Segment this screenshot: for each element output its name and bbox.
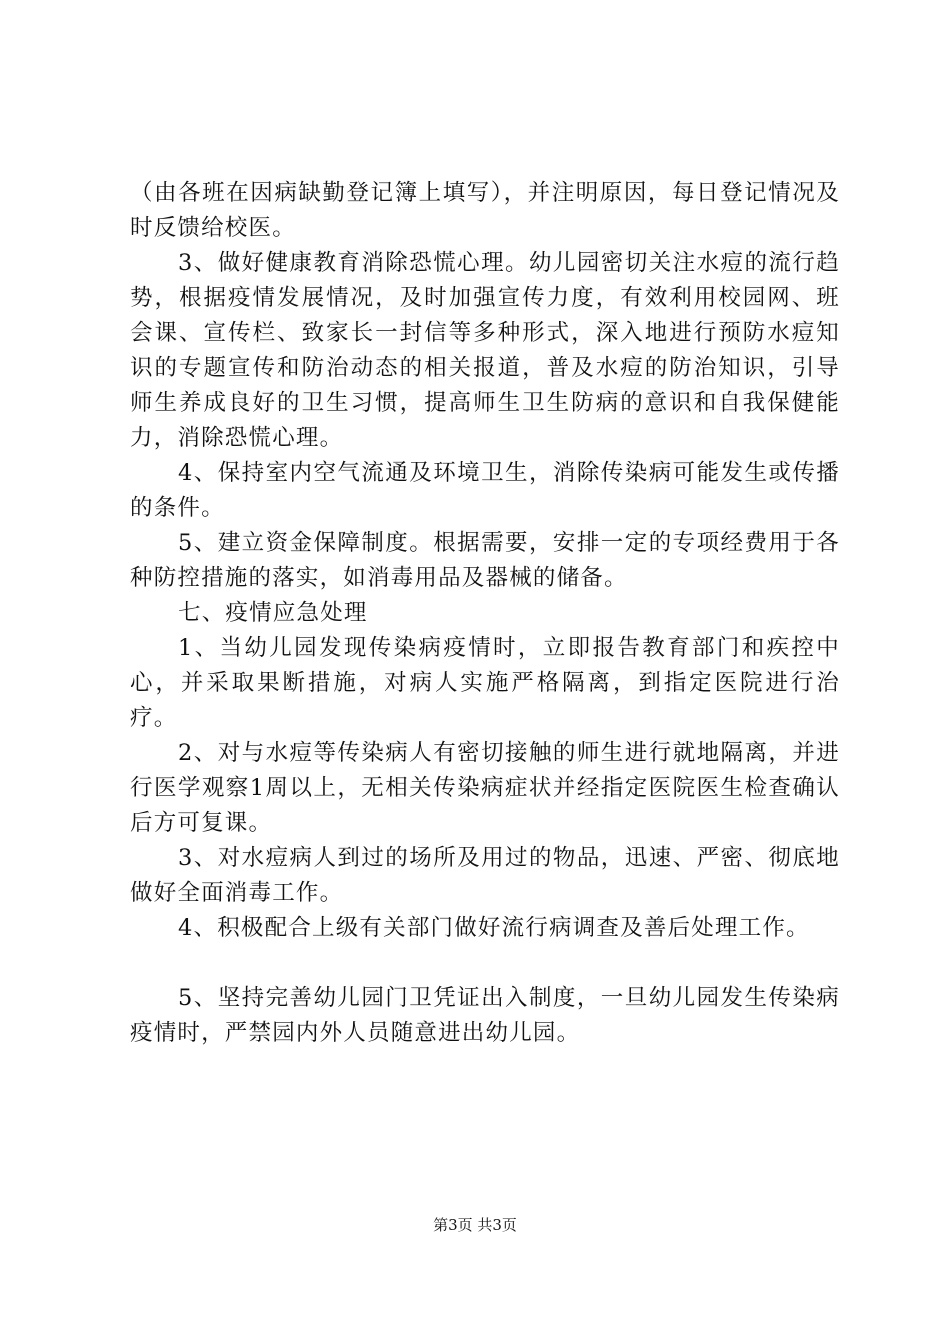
page-footer: 第3页 共3页 [433, 1216, 517, 1234]
paragraph-disinfection: 3、对水痘病人到过的场所及用过的物品，迅速、严密、彻底地做好全面消毒工作。 [130, 845, 840, 906]
paragraph-gate-control: 5、坚持完善幼儿园门卫凭证出入制度，一旦幼儿园发生传染病疫情时，严禁园内外人员随意进出幼儿园。 [130, 985, 840, 1046]
paragraph-continuation: （由各班在因病缺勤登记簿上填写），并注明原因，每日登记情况及时反馈给校医。 [130, 180, 840, 241]
paragraph-contact-observation: 2、对与水痘等传染病人有密切接触的师生进行就地隔离，并进行医学观察1周以上，无相关传染病症状并经指定医院医生检查确认后方可复课。 [130, 740, 840, 836]
paragraph-funding: 5、建立资金保障制度。根据需要，安排一定的专项经费用于各种防控措施的落实，如消毒用品及器械的储备。 [130, 530, 840, 591]
paragraph-investigation: 4、积极配合上级有关部门做好流行病调查及善后处理工作。 [178, 915, 810, 941]
paragraph-health-education: 3、做好健康教育消除恐慌心理。幼儿园密切关注水痘的流行趋势，根据疫情发展情况，及时加强宣传力度，有效利用校园网、班会课、宣传栏、致家长一封信等多种形式，深入地进行预防水痘知识的专题宣传和防治动态的相关报道，普及水痘的防治知识，引导师生养成良好的卫生习惯，提高师生卫生防病的意识和自我保健能力，消除恐慌心理。 [130, 250, 840, 451]
document-body [130, 176, 840, 1051]
paragraph-ventilation: 4、保持室内空气流通及环境卫生，消除传染病可能发生或传播的条件。 [130, 460, 840, 521]
section-heading-emergency: 七、疫情应急处理 [178, 600, 368, 626]
paragraph-report-isolate: 1、当幼儿园发现传染病疫情时，立即报告教育部门和疾控中心，并采取果断措施，对病人实施严格隔离，到指定医院进行治疗。 [130, 635, 840, 731]
